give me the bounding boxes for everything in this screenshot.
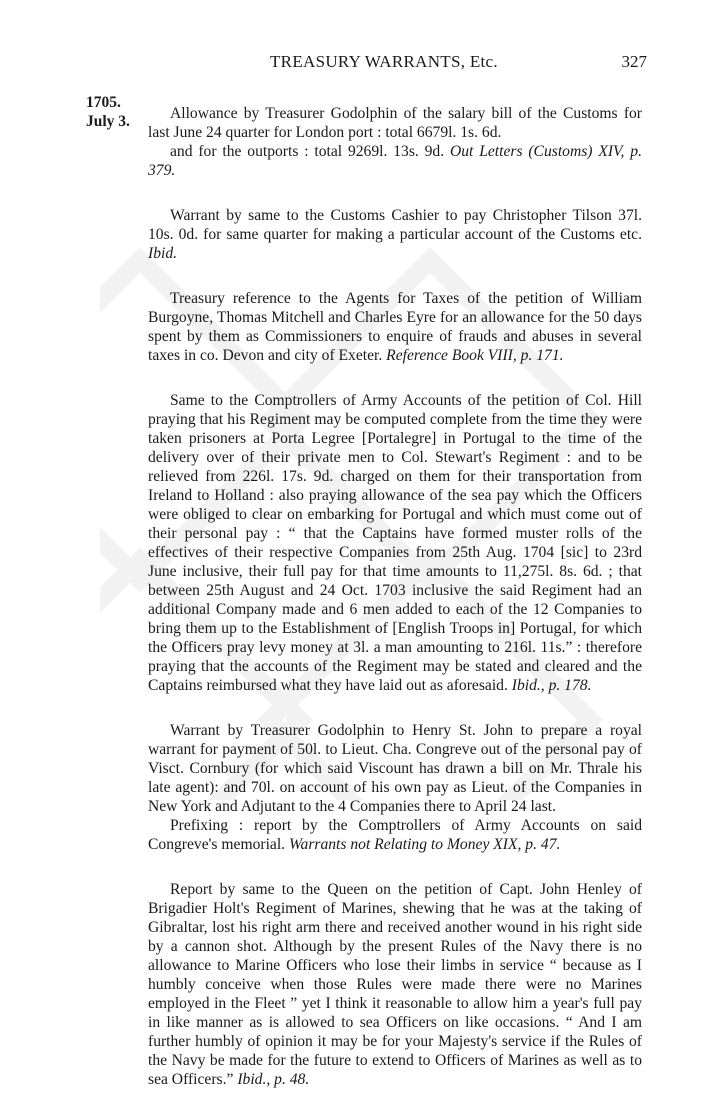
entry-text: and for the outports : total 9269l. 13s. 9d. [170,143,445,160]
entry-paragraph [148,289,642,365]
entry-paragraph [148,206,642,263]
entry-reference: Ibid., p. 48. [237,1071,310,1088]
entry [148,206,642,263]
entry [148,391,642,695]
entry [148,721,642,854]
entry-paragraph [148,816,642,854]
entry-text: Warrant by Treasurer Godolphin to Henry St. John to prepare a royal warrant for payment of 50l. to Lieut. Cha. Congreve out of the personal pay of Visct. Cornbury (for which said Viscount has drawn a bill on Mr. Thrale his late agent): and 70l. on account of his own pay as Lieut. of the Companies in New York and Adjutant to the 4 Companies there to April 24 last. [148,722,642,815]
entry-text: Treasury reference to the Agents for Taxes of the petition of William Burgoyne, Thomas Mitchell and Charles Eyre for an allowance for the 50 days spent by them as Commissioners to enquire of frauds and abuses in several taxes in co. Devon and city of Exeter. [148,290,642,364]
entry [148,289,642,365]
entry-text: Report by same to the Queen on the petition of Capt. John Henley of Brigadier Holt's Regiment of Marines, shewing that he was at the taking of Gibraltar, lost his right arm there and received another wound in his right side by a cannon shot. Although by the present Rules of the Navy there is no allowance to Marine Officers who lose their limbs in service “ because as I humbly conceive when those Rules were made there were no Marines employed in the Fleet ” yet I think it reasonable to allow him a year's full pay in like manner as is allowed to sea Officers on like occasions. “ And I am further humbly of opinion it may be for your Majesty's service if the Rules of the Navy be made for the future to extend to Officers of Marines as well as to sea Officers.” [148,881,642,1088]
entry-reference: Ibid., p. 178. [511,677,592,694]
margin-date: July 3. [86,113,130,130]
running-title: TREASURY WARRANTS, Etc. [270,52,498,71]
page-number: 327 [621,52,647,71]
running-head [0,52,720,74]
entry-reference: Ibid. [148,245,178,262]
entry-text: Warrant by same to the Customs Cashier to pay Christopher Tilson 37l. 10s. 0d. for same quarter for making a particular account of the Customs etc. [148,207,642,243]
entry-text: Allowance by Treasurer Godolphin of the salary bill of the Customs for last June 24 quarter for London port : total 6679l. 1s. 6d. [148,105,642,141]
entry-reference: Out Letters (Customs) XIV, p. 379. [148,143,642,179]
entry [148,880,642,1089]
entry-text: Same to the Comptrollers of Army Accounts of the petition of Col. Hill praying that his Regiment may be computed complete from the time they were taken prisoners at Porta Legree [Portalegre] in Portugal to the time of the delivery over of their private men to Col. Stewart's Regiment : and to be relieved from 226l. 17s. 9d. charged on them for their transportation from Ireland to Holland : also praying allowance of the sea pay which the Officers were obliged to clear on embarking for Portugal and which must come out of their personal pay : “ that the Captains have formed muster rolls of the effectives of their respective Companies from 25th Aug. 1704 [sic] to 23rd June inclusive, their full pay for that time amounts to 11,275l. 8s. 6d. ; that between 25th August and 24 Oct. 1703 inclusive the said Regiment had an additional Company made and 6 men added to each of the 12 Companies to bring them up to the Establishment of [English Troops in] Portugal, for which the Officers pray levy money at 3l. a man amounting to 216l. 11s.” : therefore praying that the accounts of the Regiment may be stated and cleared and the Captains reimbursed what they have laid out as aforesaid. [148,392,642,694]
entry-reference: Reference Book VIII, p. 171. [386,347,564,364]
margin-year: 1705. [86,94,121,111]
entry-reference: Warrants not Relating to Money XIX, p. 47. [288,836,561,853]
entry-paragraph [148,880,642,1089]
entry [148,104,642,180]
entries-list [148,104,642,1115]
entry-paragraph [148,142,642,180]
entry-paragraph [148,104,642,142]
entry-paragraph [148,721,642,816]
entry-text: Prefixing : report by the Comptrollers of Army Accounts on said Congreve's memorial. [148,817,642,853]
entry-paragraph [148,391,642,695]
